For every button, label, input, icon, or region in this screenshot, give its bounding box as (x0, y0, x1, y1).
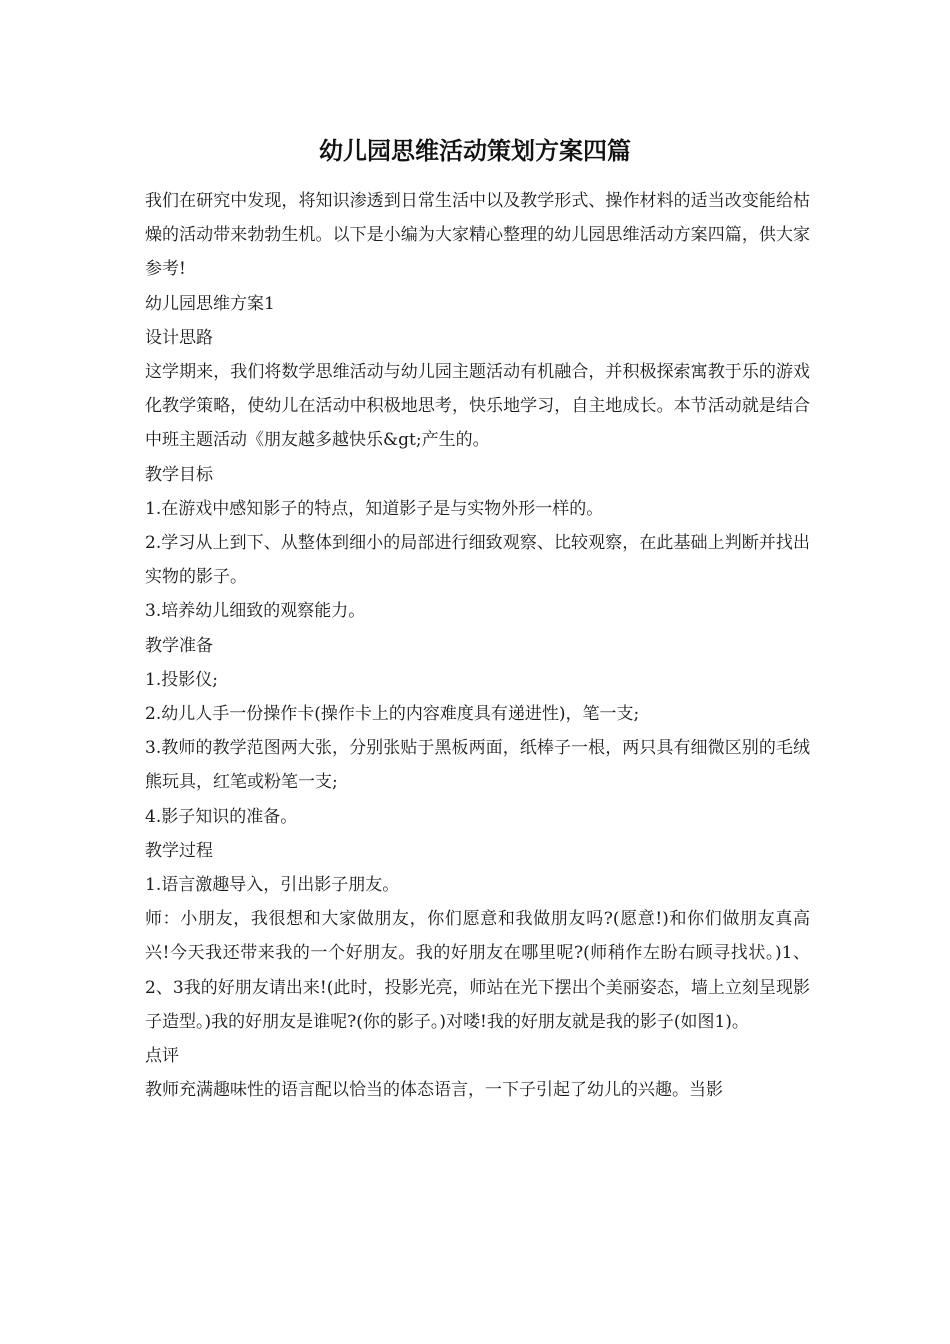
list-item-goal-1: 1.在游戏中感知影子的特点，知道影子是与实物外形一样的。 (145, 498, 604, 519)
list-item-prep-1: 1.投影仪; (145, 669, 218, 690)
list-item-goal-2: 2.学习从上到下、从整体到细小的局部进行细致观察、比较观察，在此基础上判断并找出实物的影子。 (145, 533, 810, 588)
section-heading-process: 教学过程 (145, 840, 213, 861)
document-body (145, 184, 810, 1107)
section-heading-plan-1: 幼儿园思维方案1 (145, 293, 275, 314)
list-item-prep-2: 2.幼儿人手一份操作卡(操作卡上的内容难度具有递进性)，笔一支; (145, 704, 640, 725)
document-title: 幼儿园思维活动策划方案四篇 (319, 136, 631, 165)
section-heading-goals: 教学目标 (145, 464, 213, 485)
paragraph-comment: 教师充满趣味性的语言配以恰当的体态语言，一下子引起了幼儿的兴趣。当影 (145, 1080, 723, 1101)
list-item-prep-4: 4.影子知识的准备。 (145, 806, 298, 827)
paragraph-intro: 我们在研究中发现，将知识渗透到日常生活中以及教学形式、操作材料的适当改变能给枯燥的活动带来勃勃生机。以下是小编为大家精心整理的幼儿园思维活动方案四篇，供大家参考! (145, 191, 810, 280)
list-item-goal-3: 3.培养幼儿细致的观察能力。 (145, 601, 366, 622)
paragraph-teacher-dialogue: 师：小朋友，我很想和大家做朋友，你们愿意和我做朋友吗?(愿意!)和你们做朋友真高兴!今天我还带来我的一个好朋友。我的好朋友在哪里呢?(师稍作左盼右顾寻找状。)1、2、3我的好朋友请出来!(此时，投影光亮，师站在光下摆出个美丽姿态，墙上立刻呈现影子造型。)我的好朋友是谁呢?(你的影子。)对喽!我的好朋友就是我的影子(如图1)。 (145, 909, 810, 1032)
paragraph-design: 这学期来，我们将数学思维活动与幼儿园主题活动有机融合，并积极探索寓教于乐的游戏化教学策略，使幼儿在活动中积极地思考，快乐地学习，自主地成长。本节活动就是结合中班主题活动《朋友越多越快乐&gt;产生的。 (145, 362, 810, 451)
section-heading-comment: 点评 (145, 1046, 179, 1067)
section-heading-preparation: 教学准备 (145, 635, 213, 656)
section-heading-design: 设计思路 (145, 327, 213, 348)
list-item-prep-3: 3.教师的教学范图两大张，分别张贴于黑板两面，纸棒子一根，两只具有细微区别的毛绒熊玩具，红笔或粉笔一支; (145, 738, 810, 793)
list-item-process-1: 1.语言激趣导入，引出影子朋友。 (145, 875, 400, 896)
